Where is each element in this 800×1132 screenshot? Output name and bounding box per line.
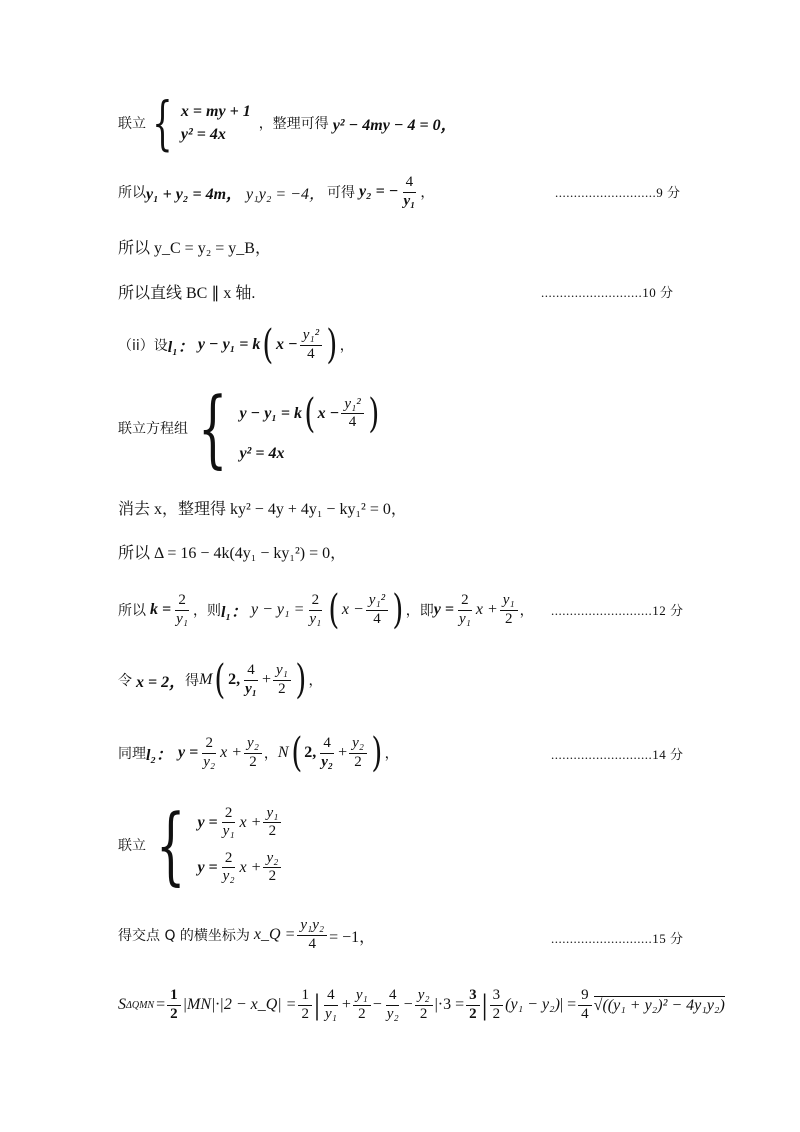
- line-point-M: 令 x = 2， 得 M ( 2, $\frac{4}{\text{y₁}}$ + $\frac{\text{y₁}}{2}$ ) ，: [118, 657, 323, 703]
- text-prefix: 所以: [118, 185, 146, 201]
- text: 可得: [326, 185, 355, 201]
- line-eliminate: 消去 x，整理得 ky² − 4y + 4y₁ − ky₁² = 0，: [118, 501, 407, 518]
- eq-line: x = my + 1: [180, 102, 251, 120]
- line-tangent-l1: （ii）设 l₁： y − y₁ = k ( x − $\frac{\text{y₁²}}{4}$ ) ，: [118, 322, 354, 368]
- score-10: ...........................10 分: [541, 285, 674, 300]
- eq-result: y² − 4my − 4 = 0，: [332, 116, 457, 134]
- text: ，整理可得: [258, 116, 329, 132]
- fraction: $\frac{4}{\text{y₁}}$: [403, 174, 416, 209]
- line-discriminant: 所以 Δ = 16 − 4k(4y₁ − ky₁²) = 0，: [118, 545, 347, 562]
- line-point-N: 同理 l₂： y = $\frac{2}{\text{y₂}}$ x + $\frac{\text{y₂}}{2}$ ， N ( 2, $\frac{4}{\text{y₂}}$ + $\frac{\text{y₂}}{2}$ ) ，: [118, 730, 399, 776]
- eq-product: y₁y₂ = −4，: [246, 185, 325, 203]
- brace: {: [152, 89, 173, 157]
- line-slope: 所以 k = $\frac{2}{\text{y₁}}$ ，则 l₁： y − y₁ = $\frac{2}{\text{y₁}}$ ( x − $\frac{\text{y₁²}}{4}$ ) ，即 y = $\frac{2}{\text{y₁}}$ x + $\frac{\text{y₁}}{2}$ ，: [118, 587, 534, 633]
- line-vieta: 所以 y₁ + y₂ = 4m， y₁y₂ = −4， 可得 y₂ = − $\frac{4}{\text{y₁}}$ ，: [118, 174, 435, 209]
- text-prefix: （ii）设: [118, 338, 168, 354]
- score-12: ...........................12 分: [551, 603, 684, 618]
- text-prefix: 联立方程组: [118, 421, 188, 437]
- line-system-2: 联立方程组 { y − y₁ = k ( x − $\frac{\text{y₁²}}{4}$ ) y² = 4x: [118, 379, 380, 477]
- line-equal-y: 所以 y_C = y₂ = y_B，: [118, 240, 271, 257]
- score-14: ...........................14 分: [551, 747, 684, 762]
- line-system-3: 联立 { y = $\frac{2}{\text{y₁}}$ x + $\frac{\text{y₁}}{2}$ y = $\frac{2}{\text{y₂}}$ x + $\frac{\text{y₂}}{2}$: [118, 800, 283, 890]
- eq-y2: y₂ = −: [358, 183, 399, 200]
- eq-sum: y₁ + y₂ = 4m，: [146, 185, 243, 203]
- score-9: ...........................9 分: [555, 185, 681, 200]
- eq-parabola: y² = 4x: [180, 125, 226, 143]
- fraction: $\frac{\text{y₁²}}{4}$: [300, 327, 322, 363]
- line-area: S ΔQMN = $\frac{1}{2}$ |MN|·|2 − x_Q| = $\frac{1}{2}$ | $\frac{4}{\text{y₁}}$ + $\frac{\text{y₁}}{2}$ − $\frac{4}{\text{y₂}}$ − $\frac{\text{y₂}}{2}$ |·3 = $\frac{3}{2}$ | $\frac{3}{2}$ (y₁ − y₂) | = $\frac{9}{4}$ √((y₁ + y₂)² − 4y₁y₂): [118, 987, 725, 1022]
- line-intersection-Q: 得交点 Q 的横坐标为 x_Q = $\frac{\text{y₁y₂}}{4}$ = −1，: [118, 917, 376, 952]
- eq: y − y₁ = k: [197, 336, 261, 353]
- label-l1: l₁：: [167, 338, 194, 356]
- line-bc-parallel: 所以直线 BC ∥ x 轴.: [118, 285, 256, 302]
- line-system-1: [118, 89, 457, 157]
- score-15: ...........................15 分: [551, 931, 684, 946]
- text-prefix: 联立: [118, 116, 146, 132]
